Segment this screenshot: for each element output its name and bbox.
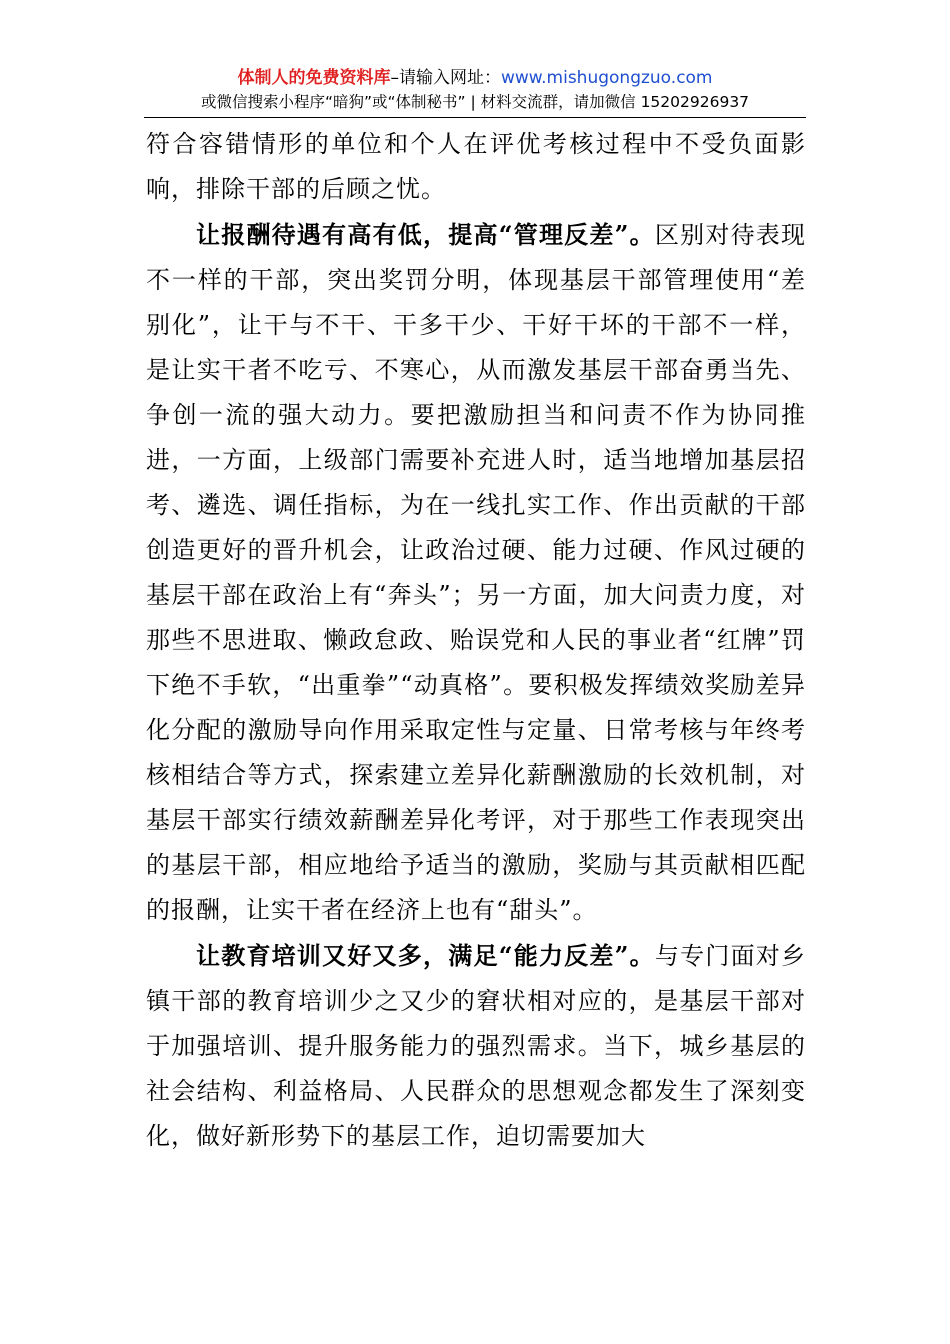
brand-name: 体制人的免费资料库 bbox=[237, 68, 391, 88]
url-prompt: –请输入网址： bbox=[390, 68, 501, 88]
header-contact-line: 或微信搜索小程序“暗狗”或“体制秘书” | 材料交流群，请加微信 15202926937 bbox=[200, 93, 750, 111]
paragraph-heading: 让报酬待遇有高有低，提高“管理反差”。 bbox=[196, 220, 655, 249]
document-header bbox=[0, 66, 950, 113]
paragraph-body: 符合容错情形的单位和个人在评优考核过程中不受负面影响，排除干部的后顾之忧。 bbox=[146, 130, 806, 203]
paragraph-continuation bbox=[146, 122, 806, 212]
paragraph-salary bbox=[146, 212, 806, 933]
website-link[interactable]: www.mishugongzuo.com bbox=[500, 68, 713, 88]
paragraph-training bbox=[146, 933, 806, 1159]
header-divider bbox=[144, 117, 806, 118]
paragraph-body: 区别对待表现不一样的干部，突出奖罚分明，体现基层干部管理使用“差别化”，让干与不干、干多干少、干好干坏的干部不一样，是让实干者不吃亏、不寒心，从而激发基层干部奋勇当先、争创一流的强大动力。要把激励担当和问责不作为协同推进，一方面，上级部门需要补充进人时，适当地增加基层招考、遴选、调任指标，为在一线扎实工作、作出贡献的干部创造更好的晋升机会，让政治过硬、能力过硬、作风过硬的基层干部在政治上有“奔头”；另一方面，加大问责力度，对那些不思进取、懒政怠政、贻误党和人民的事业者“红牌”罚下绝不手软，“出重拳”“动真格”。要积极发挥绩效奖励差异化分配的激励导向作用采取定性与定量、日常考核与年终考核相结合等方式，探索建立差异化薪酬激励的长效机制，对基层干部实行绩效薪酬差异化考评，对于那些工作表现突出的基层干部，相应地给予适当的激励，奖励与其贡献相匹配的报酬，让实干者在经济上也有“甜头”。 bbox=[146, 221, 807, 924]
paragraph-heading: 让教育培训又好又多，满足“能力反差”。 bbox=[196, 941, 655, 970]
paragraph-body: 与专门面对乡镇干部的教育培训少之又少的窘状相对应的，是基层干部对于加强培训、提升服务能力的强烈需求。当下，城乡基层的社会结构、利益格局、人民群众的思想观念都发生了深刻变化，做好新形势下的基层工作，迫切需要加大 bbox=[146, 942, 807, 1150]
document-body bbox=[146, 122, 806, 1159]
header-banner bbox=[0, 66, 950, 90]
